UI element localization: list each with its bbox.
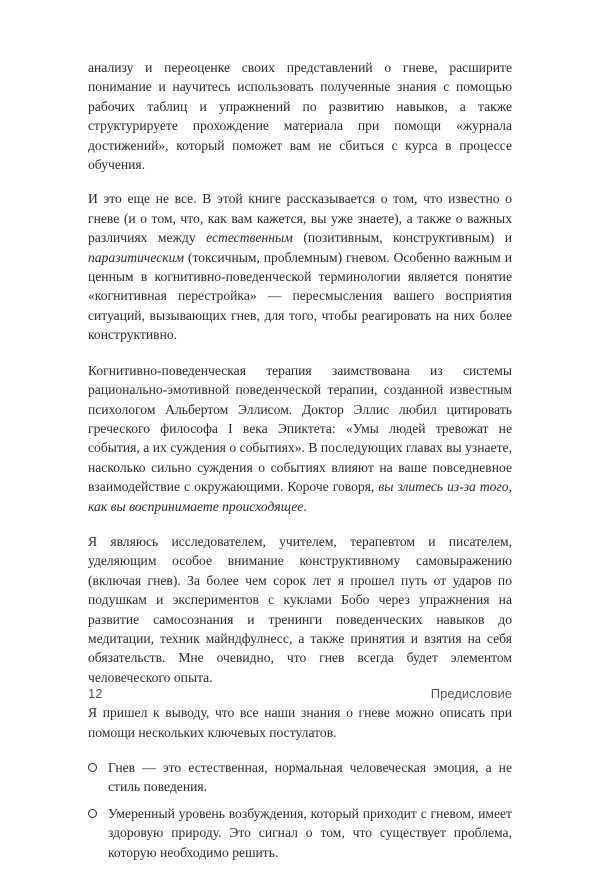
circle-bullet-icon xyxy=(88,809,97,818)
section-title: Предисловие xyxy=(430,686,512,701)
circle-bullet-icon xyxy=(88,763,97,772)
postulates-list xyxy=(88,758,512,862)
paragraph-5: Я пришел к выводу, что все наши знания о гневе можно описать при помощи нескольких ключевых постулатов. xyxy=(88,705,512,740)
list-item xyxy=(88,804,512,862)
list-item xyxy=(88,758,512,797)
paragraph-2-text-a: И это еще не все. В этой книге рассказывается о том, что известно о гневе (и о том, что, как вам кажется, вы уже знаете), а также о важных различиях между xyxy=(88,191,512,246)
list-item-text: Гнев — это естественная, нормальная человеческая эмоция, а не стиль поведения. xyxy=(108,760,512,795)
paragraph-3 xyxy=(88,361,512,516)
emphasis-natural: естественным xyxy=(206,230,293,246)
list-item-text: Умеренный уровень возбуждения, который приходит с гневом, имеет здоровую природу. Это сигнал о том, что существует проблема, которую необходимо решить. xyxy=(108,805,512,860)
paragraph-2 xyxy=(88,189,512,344)
page-number: 12 xyxy=(88,686,103,701)
paragraph-3-text-a: Когнитивно-поведенческая терапия заимствована из системы рационально-эмотивной поведенческой терапии, созданной известным психологом Альбертом Эллисом. Доктор Эллис любил цитировать греческого философа I века Эпиктета: «Умы людей тревожат не события, а их суждения о событиях». В последующих главах вы узнаете, насколько сильно суждения о событиях влияют на ваше повседневное взаимодействие с окружающими. Короче говоря, xyxy=(88,362,512,495)
emphasis-parasitic: паразитическим xyxy=(88,249,185,265)
page-footer xyxy=(88,686,512,701)
paragraph-2-text-c: (позитивным, конструктивным) и xyxy=(292,230,512,246)
paragraph-3-text-c: . xyxy=(303,498,307,514)
paragraph-4: Я являюсь исследователем, учителем, терапевтом и писателем, уделяющим особое внимание конструктивному самовыражению (включая гнев). За более чем сорок лет я прошел путь от ударов по подушкам и экспериментов с куклами Бобо через упражнения на развитие самосознания и тренинги поведенческих навыков до медитации, техник майндфулнесс, а также принятия и взятия на себя обязательств. Мне очевидно, что гнев всегда будет элементом человеческого опыта. xyxy=(88,533,512,685)
emphasis-key-idea: вы злитесь из-за того, как вы воспринимаете происходящее xyxy=(88,479,512,514)
paragraph-1: анализу и переоценке своих представлений о гневе, расширите понимание и научитесь использовать полученные знания с помощью рабочих таблиц и упражнений по развитию навыков, а также структурируете прохождение материала при помощи «журнала достижений», который поможет вам не сбиться с курса в процессе обучения. xyxy=(88,60,512,173)
page-body xyxy=(88,58,512,869)
paragraph-2-text-e: (токсичным, проблемным) гневом. Особенно важным и ценным в когнитивно-поведенческой терминологии является понятие «когнитивная перестройка» — пересмысления вашего восприятия ситуаций, вызывающих гнев, для того, чтобы реагировать на них более конструктивно. xyxy=(88,249,512,343)
